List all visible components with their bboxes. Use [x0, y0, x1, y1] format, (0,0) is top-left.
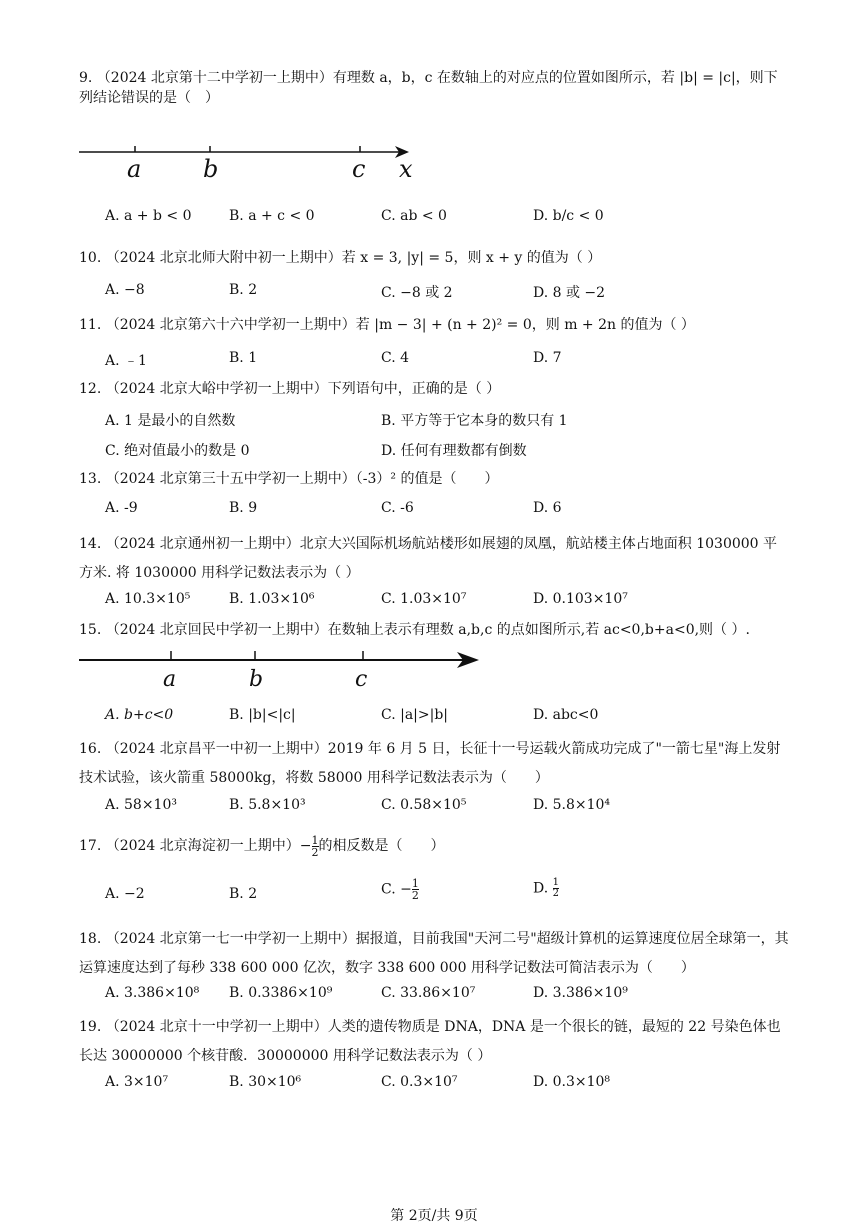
question-18 [79, 925, 791, 983]
options-q9 [105, 208, 795, 230]
option-a[interactable]: A. 10.3×10⁵ [105, 591, 191, 607]
axis-label-x: x [399, 155, 413, 183]
option-c[interactable]: C. −8 或 2 [381, 285, 453, 301]
option-a[interactable]: A. ﹣1 [105, 353, 147, 369]
question-13 [79, 469, 791, 489]
option-a[interactable]: A. 58×10³ [105, 797, 177, 813]
option-b[interactable]: B. 9 [229, 500, 258, 516]
option-c[interactable]: C. 33.86×10⁷ [381, 985, 476, 1001]
question-10 [79, 248, 791, 268]
option-c[interactable]: C. |a|>|b| [381, 707, 449, 723]
options-q19 [105, 1074, 795, 1096]
question-19 [79, 1013, 791, 1071]
option-b[interactable]: B. |b|<|c| [229, 707, 296, 723]
axis-label-b: b [203, 155, 219, 183]
options-q13 [105, 500, 795, 522]
question-13-text: 13. （2024 北京第三十五中学初一上期中）（-3）² 的值是（ ） [79, 471, 499, 487]
options-q15 [105, 707, 795, 729]
question-14 [79, 530, 791, 588]
option-c[interactable]: C. 4 [381, 350, 410, 366]
option-b[interactable]: B. 0.3386×10⁹ [229, 985, 333, 1001]
fraction-one-half: $\frac{1}{2}$ [311, 833, 319, 859]
question-12-text: 12. （2024 北京大峪中学初一上期中）下列语句中，正确的是（ ） [79, 381, 501, 397]
question-17-text-after: 的相反数是（ ） [318, 838, 445, 854]
option-c[interactable]: C. -6 [381, 500, 414, 516]
option-d[interactable]: D. abc<0 [533, 707, 599, 723]
option-c[interactable]: C. ab < 0 [381, 208, 447, 224]
option-d[interactable]: D. 0.103×10⁷ [533, 591, 628, 607]
option-b[interactable]: B. a + c < 0 [229, 208, 315, 224]
option-c[interactable]: C. − $\frac{1}{2}$ [381, 877, 419, 902]
option-d[interactable]: D. 3.386×10⁹ [533, 985, 628, 1001]
question-15 [79, 620, 791, 640]
question-9 [79, 68, 791, 108]
option-d[interactable]: D. 0.3×10⁸ [533, 1074, 611, 1090]
option-b[interactable]: B. 1.03×10⁶ [229, 591, 315, 607]
question-9-text: 9. （2024 北京第十二中学初一上期中）有理数 a，b，c 在数轴上的对应点的位置如图所示，若 |b| = |c|，则下列结论错误的是（ ） [79, 70, 778, 106]
question-15-text: 15. （2024 北京回民中学初一上期中）在数轴上表示有理数 a,b,c 的点如图所示,若 ac<0,b+a<0,则（ ）. [79, 622, 750, 638]
axis-label-b: b [249, 667, 264, 692]
question-18-text: 18. （2024 北京第一七一中学初一上期中）据报道，目前我国"天河二号"超级计算机的运算速度位居全球第一，其运算速度达到了每秒 338 600 000 亿次，数字 338 600 000 用科学记数法可简洁表示为（ ） [79, 931, 789, 976]
axis-label-c: c [352, 155, 366, 183]
question-17: 17. （2024 北京海淀初一上期中）− $\frac{1}{2}$ 的相反数是（ ） [79, 833, 445, 859]
option-a[interactable]: A. −2 [105, 886, 145, 902]
page-footer: 第 2页/共 9页 [390, 1208, 478, 1224]
option-a[interactable]: A. 1 是最小的自然数 [105, 413, 236, 429]
question-14-text: 14. （2024 北京通州初一上期中）北京大兴国际机场航站楼形如展翅的凤凰，航站楼主体占地面积 1030000 平方米. 将 1030000 用科学记数法表示为（ ） [79, 536, 778, 581]
number-line-q15 [79, 648, 484, 678]
axis-label-c: c [355, 667, 368, 692]
option-c[interactable]: C. 0.3×10⁷ [381, 1074, 458, 1090]
options-q17 [105, 878, 795, 914]
question-10-text: 10. （2024 北京北师大附中初一上期中）若 x = 3, |y| = 5，则 x + y 的值为（ ） [79, 250, 602, 266]
option-a[interactable]: A. 3.386×10⁸ [105, 985, 200, 1001]
option-b[interactable]: B. 1 [229, 350, 258, 366]
question-11-text: 11. （2024 北京第六十六中学初一上期中）若 |m − 3| + (n + 2)² = 0，则 m + 2n 的值为（ ） [79, 317, 695, 333]
question-19-text: 19. （2024 北京十一中学初一上期中）人类的遗传物质是 DNA，DNA 是一个很长的链，最短的 22 号染色体也长达 30000000 个核苷酸．30000000 用科学记数法表示为（ ） [79, 1019, 781, 1064]
option-b[interactable]: B. 30×10⁶ [229, 1074, 302, 1090]
option-a[interactable]: A. b+c<0 [105, 707, 174, 723]
option-d[interactable]: D. 任何有理数都有倒数 [381, 443, 527, 459]
question-16 [79, 735, 791, 793]
option-c[interactable]: C. 绝对值最小的数是 0 [105, 443, 250, 459]
option-a[interactable]: A. -9 [105, 500, 138, 516]
option-b[interactable]: B. 2 [229, 886, 258, 902]
option-c[interactable]: C. 1.03×10⁷ [381, 591, 467, 607]
options-q10 [105, 282, 795, 304]
option-d[interactable]: D. 7 [533, 350, 562, 366]
options-q16 [105, 797, 795, 819]
option-b[interactable]: B. 2 [229, 282, 258, 298]
options-q14 [105, 591, 795, 613]
axis-label-a: a [127, 155, 142, 183]
option-c[interactable]: C. 0.58×10⁵ [381, 797, 467, 813]
options-q11 [105, 350, 795, 372]
option-b[interactable]: B. 平方等于它本身的数只有 1 [381, 413, 568, 429]
option-a[interactable]: A. 3×10⁷ [105, 1074, 169, 1090]
option-a[interactable]: A. a + b < 0 [105, 208, 192, 224]
option-b[interactable]: B. 5.8×10³ [229, 797, 306, 813]
option-a[interactable]: A. −8 [105, 282, 145, 298]
question-17-text-before: 17. （2024 北京海淀初一上期中） [79, 838, 300, 854]
question-16-text: 16. （2024 北京昌平一中初一上期中）2019 年 6 月 5 日，长征十一号运载火箭成功完成了"一箭七星"海上发射技术试验，该火箭重 58000kg，将数 58000 用科学记数法表示为（ ） [79, 741, 781, 786]
question-11 [79, 315, 791, 335]
option-d[interactable]: D. 5.8×10⁴ [533, 797, 611, 813]
axis-label-a: a [163, 667, 177, 692]
option-d[interactable]: D. 8 或 −2 [533, 285, 606, 301]
options-q12-row2 [105, 440, 795, 462]
options-q18 [105, 985, 795, 1007]
option-d[interactable]: D. $\frac{1}{2}$ [533, 877, 560, 899]
option-d[interactable]: D. 6 [533, 500, 562, 516]
options-q12-row1 [105, 410, 795, 432]
question-12 [79, 379, 791, 399]
option-d[interactable]: D. b/c < 0 [533, 208, 604, 224]
